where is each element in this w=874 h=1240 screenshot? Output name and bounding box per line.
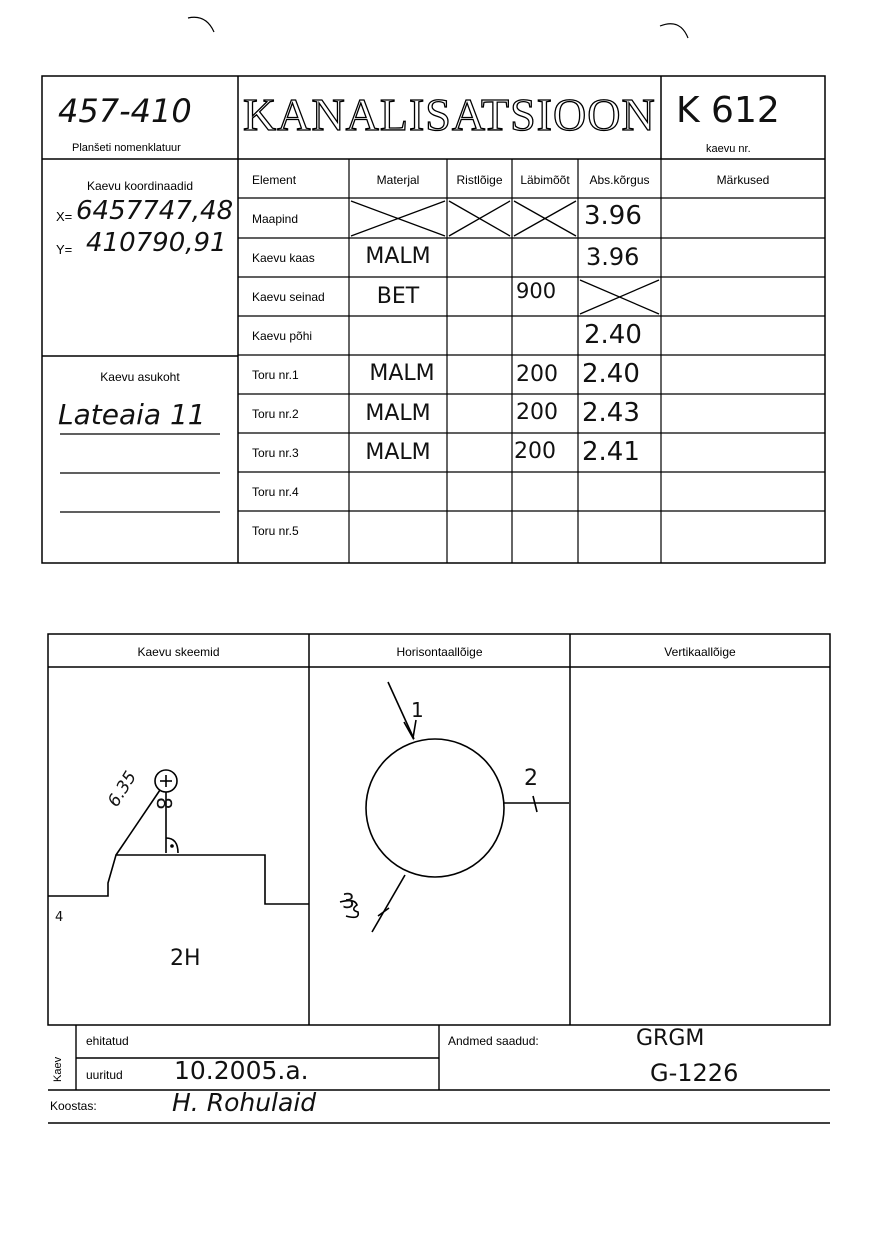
coord-y-value: 410790,91 <box>86 228 227 258</box>
col-diameter: Läbimõõt <box>520 173 570 187</box>
side-mark-label: 4 <box>55 910 64 925</box>
building-label: 2H <box>170 946 201 971</box>
cell-diameter: 200 <box>516 362 558 387</box>
row-element-label: Toru nr.3 <box>252 446 299 460</box>
row-element-label: Toru nr.5 <box>252 524 299 538</box>
cell-material: BET <box>376 284 420 309</box>
form-title: KANALISATSIOON <box>243 89 656 140</box>
row-element-label: Toru nr.1 <box>252 368 299 382</box>
col-material: Materjal <box>376 173 420 187</box>
cell-diameter: 900 <box>516 279 557 303</box>
cell-abs-height: 3.96 <box>586 243 640 271</box>
cell-abs-height: 2.40 <box>584 320 642 350</box>
cell-material: MALM <box>365 401 431 426</box>
cell-material: MALM <box>365 440 431 465</box>
plan-number: 457-410 <box>58 92 192 130</box>
distance-b-label: 8 <box>152 797 176 810</box>
compiled-by-value: H. Rohulaid <box>172 1088 317 1117</box>
well-label: kaevu nr. <box>706 143 751 155</box>
horizontal-section-sketch <box>340 682 569 932</box>
col-abs-height: Abs.kõrgus <box>589 173 650 187</box>
compiled-by-label: Koostas: <box>50 1099 97 1113</box>
row-element-label: Kaevu põhi <box>252 329 313 343</box>
cell-material: MALM <box>369 361 435 386</box>
distance-a-label: 6.35 <box>104 767 142 811</box>
data-source-label: Andmed saadud: <box>448 1034 539 1048</box>
well-scheme-sketch <box>48 767 309 904</box>
cell-abs-height: 3.96 <box>584 201 642 231</box>
col-notes: Märkused <box>716 173 770 187</box>
coord-x-value: 6457747,48 <box>76 196 234 226</box>
coord-y-prefix: Y= <box>56 242 73 257</box>
sketch-header-horizontal: Horisontaallõige <box>396 645 483 659</box>
location-label: Kaevu asukoht <box>100 370 180 384</box>
cell-diameter: 200 <box>514 439 556 464</box>
sketch-header-scheme: Kaevu skeemid <box>137 645 220 659</box>
built-label: ehitatud <box>86 1034 129 1048</box>
cell-abs-height: 2.40 <box>582 359 640 389</box>
cell-material: MALM <box>365 244 431 269</box>
pipe-2-label: 2 <box>524 766 538 791</box>
row-element-label: Kaevu kaas <box>252 251 315 265</box>
data-source-value-2: G-1226 <box>650 1059 739 1087</box>
coord-x-prefix: X= <box>56 209 73 224</box>
location-lines <box>60 434 220 512</box>
cell-abs-height: 2.41 <box>582 437 640 467</box>
punch-mark-right <box>660 24 688 38</box>
surveyed-label: uuritud <box>86 1068 123 1082</box>
plan-label: Planšeti nomenklatuur <box>72 142 181 154</box>
sketch-header-vertical: Vertikaallõige <box>664 645 736 659</box>
row-element-label: Toru nr.2 <box>252 407 299 421</box>
cell-diameter: 200 <box>516 400 558 425</box>
well-number: K 612 <box>676 90 780 131</box>
punch-mark-left <box>188 17 214 32</box>
data-source-value-1: GRGM <box>636 1026 705 1051</box>
col-element: Element <box>252 173 297 187</box>
coords-label: Kaevu koordinaadid <box>86 179 194 193</box>
cell-abs-height: 2.43 <box>582 398 640 428</box>
pipe-1-label: 1 <box>411 698 424 722</box>
col-cross-section: Ristlõige <box>456 173 503 187</box>
row-element-label: Kaevu seinad <box>252 290 325 304</box>
pipe-3-label: 3 <box>342 889 355 913</box>
row-element-label: Maapind <box>252 212 299 226</box>
location-value: Lateaia 11 <box>58 398 206 431</box>
surveyed-value: 10.2005.a. <box>174 1056 309 1085</box>
row-element-label: Toru nr.4 <box>252 485 299 499</box>
main-table-grid <box>238 159 825 563</box>
kaev-label: Kaev <box>52 1056 64 1082</box>
